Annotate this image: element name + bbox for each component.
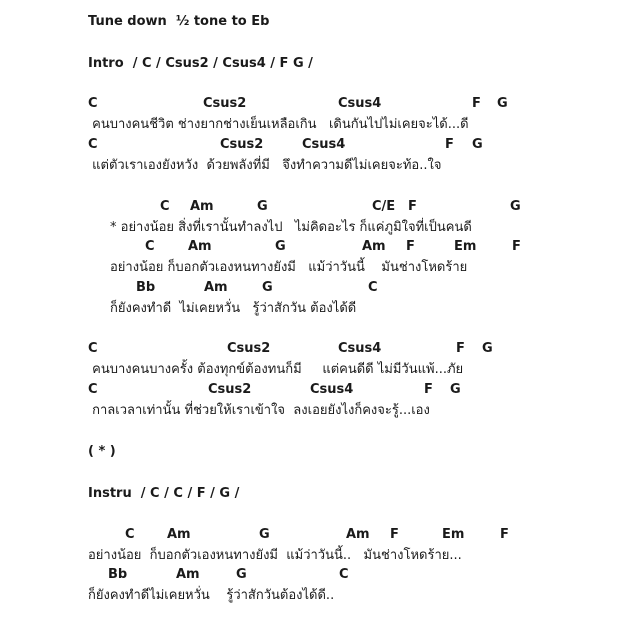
lyric-line: แต่ตัวเราเองยังหวัง ด้วยพลังที่มี จึงทำความดีไม่เคยจะท้อ..ใจ <box>88 158 442 173</box>
chord: Am <box>188 239 212 254</box>
chord: G <box>482 341 493 356</box>
chord: F <box>512 239 521 254</box>
chord: Am <box>167 527 191 542</box>
chord: Csus2 <box>220 137 264 152</box>
chord: Csus2 <box>208 382 252 397</box>
chord: C <box>339 567 349 582</box>
chord: F <box>472 96 481 111</box>
chord: C <box>125 527 135 542</box>
chord: F <box>500 527 509 542</box>
chord: G <box>262 280 273 295</box>
lyric-line: อย่างน้อย ก็บอกตัวเองหนทางยังมี แม้ว่าวันนี้.. มันช่างโหดร้าย... <box>88 548 462 563</box>
instru-line: Instru / C / C / F / G / <box>88 486 240 501</box>
chord: C <box>368 280 378 295</box>
chord: G <box>236 567 247 582</box>
lyric-line: ก็ยังคงทำดี ไม่เคยหวั่น รู้ว่าสักวัน ต้องได้ดี <box>110 301 357 316</box>
chord: Bb <box>136 280 156 295</box>
chord: G <box>259 527 270 542</box>
chord: G <box>450 382 461 397</box>
chord: Em <box>454 239 477 254</box>
chord: G <box>275 239 286 254</box>
chord: F <box>390 527 399 542</box>
chord: C <box>88 341 98 356</box>
chord: Csus4 <box>302 137 346 152</box>
chord: C/E <box>372 199 396 214</box>
tuning-note: Tune down ½ tone to Eb <box>88 14 270 29</box>
chord: Bb <box>108 567 128 582</box>
chord: G <box>497 96 508 111</box>
chord: C <box>160 199 170 214</box>
chord: F <box>408 199 417 214</box>
lyric-line: คนบางคนชีวิต ช่างยากช่างเย็นเหลือเกิน เดินกันไปไม่เคยจะได้...ดี <box>88 117 469 132</box>
chord: G <box>510 199 521 214</box>
chord: F <box>406 239 415 254</box>
intro-line: Intro / C / Csus2 / Csus4 / F G / <box>88 56 313 71</box>
chord: C <box>88 382 98 397</box>
chord: F <box>424 382 433 397</box>
chord: G <box>257 199 268 214</box>
chord: F <box>456 341 465 356</box>
chord: Csus2 <box>203 96 247 111</box>
chord: Am <box>362 239 386 254</box>
chord: Csus4 <box>310 382 354 397</box>
chord: C <box>88 96 98 111</box>
lyric-line: อย่างน้อย ก็บอกตัวเองหนทางยังมี แม้ว่าวันนี้ มันช่างโหดร้าย <box>110 260 468 275</box>
chord: Csus2 <box>227 341 271 356</box>
chord: F <box>445 137 454 152</box>
chord: Csus4 <box>338 341 382 356</box>
lyric-line: คนบางคนบางครั้ง ต้องทุกข์ต้องทนก็มี แต่คนดีดี ไม่มีวันแพ้...ภัย <box>88 362 464 377</box>
chord: C <box>88 137 98 152</box>
chord: Am <box>176 567 200 582</box>
lyric-line: ก็ยังคงทำดีไม่เคยหวั่น รู้ว่าสักวันต้องได้ดี.. <box>88 588 335 603</box>
lyric-line: กาลเวลาเท่านั้น ที่ช่วยให้เราเข้าใจ ลงเอยยังไงก็คงจะรู้...เอง <box>88 403 430 418</box>
chord: G <box>472 137 483 152</box>
chord: Am <box>190 199 214 214</box>
lyric-line: * อย่างน้อย สิ่งที่เรานั้นทำลงไป ไม่คิดอะไร ก็แค่ภูมิใจที่เป็นคนดี <box>110 220 472 235</box>
chord: Csus4 <box>338 96 382 111</box>
chord: C <box>145 239 155 254</box>
chord: Am <box>204 280 228 295</box>
chord: Em <box>442 527 465 542</box>
chord: Am <box>346 527 370 542</box>
repeat-marker: ( * ) <box>88 444 116 459</box>
